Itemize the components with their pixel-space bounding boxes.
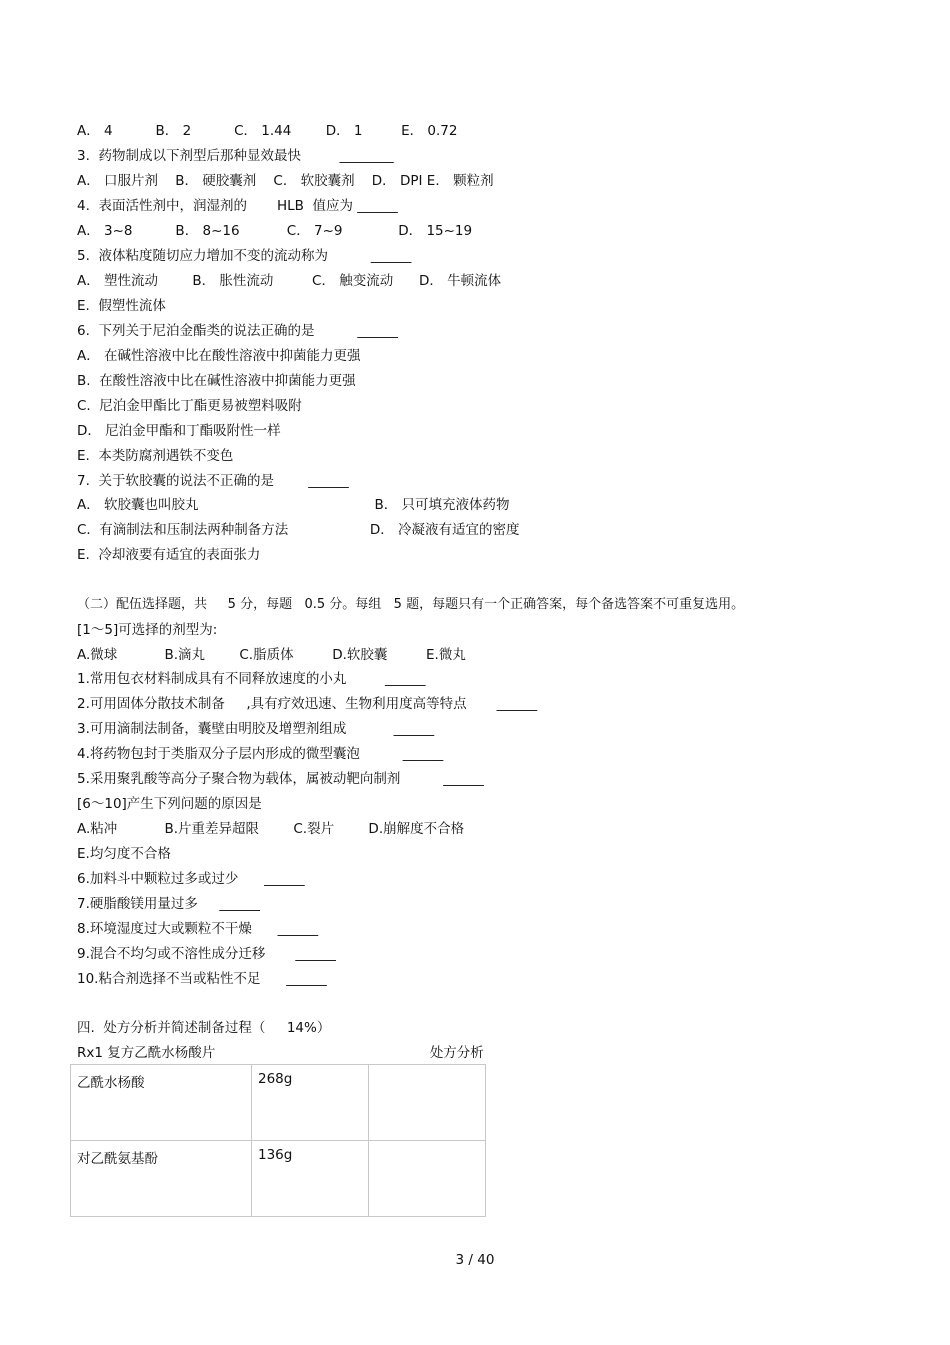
text-line: 9.混合不均匀或不溶性成分迁移 ______ [77, 946, 336, 962]
table-row [71, 1065, 486, 1141]
text-line: 6. 下列关于尼泊金酯类的说法正确的是 ______ [77, 323, 398, 339]
text-line: C. 尼泊金甲酯比丁酯更易被塑料吸附 [77, 398, 302, 414]
prescription-title: Rx1 复方乙酰水杨酸片 处方分析 [77, 1045, 484, 1061]
text-line: A． 口服片剂 B． 硬胶囊剂 C． 软胶囊剂 D． DPI E． 颗粒剂 [77, 173, 494, 189]
text-line: 4.将药物包封于类脂双分子层内形成的微型囊泡 ______ [77, 746, 444, 762]
text-line: [6～10]产生下列问题的原因是 [77, 796, 262, 812]
text-line: 2.可用固体分散技术制备 ,具有疗效迅速、生物利用度高等特点 ______ [77, 696, 538, 712]
text-line: A． 3~8 B． 8~16 C． 7~9 D． 15~19 [77, 223, 473, 239]
text-line: 8.环境湿度过大或颗粒不干燥 ______ [77, 921, 319, 937]
text-line: 3. 药物制成以下剂型后那种显效最快 ________ [77, 148, 394, 164]
text-line: 3.可用滴制法制备，囊壁由明胶及增塑剂组成 ______ [77, 721, 435, 737]
section-heading: 四. 处方分析并简述制备过程（ 14%） [77, 1020, 331, 1036]
text-line: B. 在酸性溶液中比在碱性溶液中抑菌能力更强 [77, 373, 356, 389]
text-line: A.微球 B.滴丸 C.脂质体 D.软胶囊 E.微丸 [77, 647, 466, 663]
text-line: C. 有滴制法和压制法两种制备方法 D． 冷凝液有适宜的密度 [77, 522, 520, 538]
ingredient-amount: 268g [252, 1065, 369, 1141]
text-line: A． 4 B． 2 C． 1.44 D． 1 E． 0.72 [77, 123, 458, 139]
text-line: 7.硬脂酸镁用量过多 ______ [77, 896, 260, 912]
text-line: [1～5]可选择的剂型为: [77, 622, 218, 638]
text-line: 7. 关于软胶囊的说法不正确的是 ______ [77, 473, 349, 489]
text-line: 5. 液体粘度随切应力增加不变的流动称为 ______ [77, 248, 412, 264]
text-line: 1.常用包衣材料制成具有不同释放速度的小丸 ______ [77, 671, 426, 687]
ingredient-name: 乙酰水杨酸 [71, 1065, 252, 1141]
text-line: 6.加料斗中颗粒过多或过少 ______ [77, 871, 305, 887]
text-line: A． 软胶囊也叫胶丸 B． 只可填充液体药物 [77, 497, 510, 513]
text-line: E.均匀度不合格 [77, 846, 171, 862]
text-line: A． 在碱性溶液中比在酸性溶液中抑菌能力更强 [77, 348, 361, 364]
ingredient-name: 对乙酰氨基酚 [71, 1141, 252, 1217]
text-line: 5.采用聚乳酸等高分子聚合物为载体，属被动靶向制剂 ______ [77, 771, 484, 787]
section-heading: （二）配伍选择题，共 5 分，每题 0.5 分。每组 5 题，每题只有一个正确答案，每个备选答案不可重复选用。 [77, 597, 745, 612]
text-line: A.粘冲 B.片重差异超限 C.裂片 D.崩解度不合格 [77, 821, 465, 837]
text-line: E. 冷却液要有适宜的表面张力 [77, 547, 261, 563]
text-line: 10.粘合剂选择不当或粘性不足 ______ [77, 971, 327, 987]
ingredient-analysis [369, 1141, 486, 1217]
text-line: D． 尼泊金甲酯和丁酯吸附性一样 [77, 423, 281, 439]
page-number: 3 / 40 [455, 1252, 495, 1268]
prescription-table [70, 1064, 486, 1217]
text-line: 4. 表面活性剂中，润湿剂的 HLB 值应为 ______ [77, 198, 398, 214]
text-line: E. 假塑性流体 [77, 298, 166, 314]
table-row [71, 1141, 486, 1217]
ingredient-amount: 136g [252, 1141, 369, 1217]
text-line: E. 本类防腐剂遇铁不变色 [77, 448, 234, 464]
ingredient-analysis [369, 1065, 486, 1141]
text-line: A． 塑性流动 B． 胀性流动 C． 触变流动 D． 牛顿流体 [77, 273, 502, 289]
